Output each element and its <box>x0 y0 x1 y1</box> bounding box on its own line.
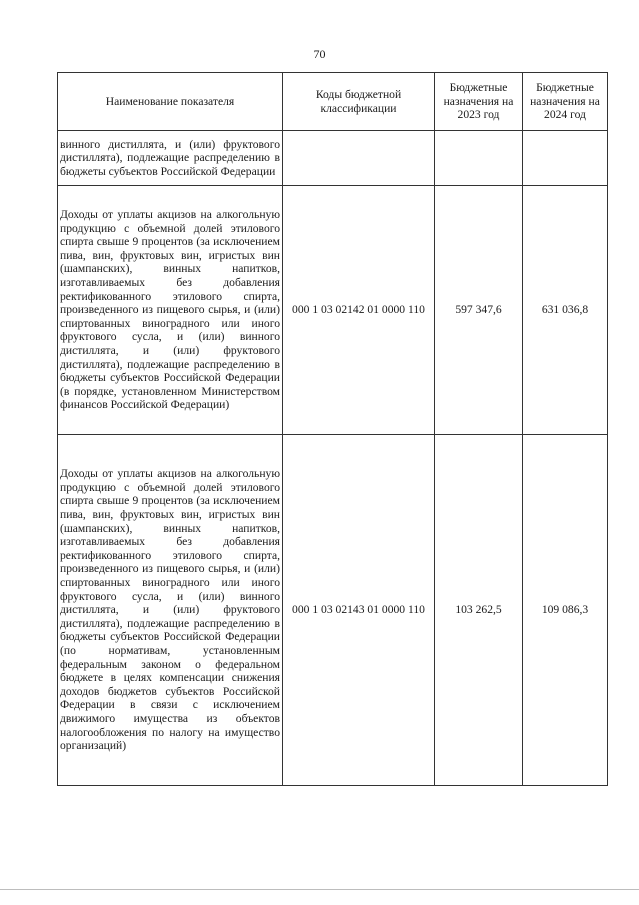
table-header-row <box>58 73 608 131</box>
indicator-name-cell: Доходы от уплаты акцизов на алкогольную продукцию с объемной долей этилового спирта свыше 9 процентов (за исключением пива, вин, фруктовых вин, игристых вин (шампанских), винных напитков, изготавливаемых без добавления ректификованного этилового спирта, произведенного из пищевого сырья, и (или) спиртованных виноградного или иного фруктового сусла, и (или) винного дистиллята, и (или) фруктового дистиллята), подлежащие распределению в бюджеты субъектов Российской Федерации (в порядке, установленном Министерством финансов Российской Федерации) <box>58 186 283 435</box>
table-row <box>58 186 608 435</box>
amount-2023-cell: 597 347,6 <box>435 186 523 435</box>
page-number: 70 <box>313 47 326 61</box>
budget-code-cell: 000 1 03 02142 01 0000 110 <box>283 186 435 435</box>
page-bottom-edge-line <box>0 889 639 890</box>
header-budget-2023: Бюджетные назначения на 2023 год <box>435 73 523 131</box>
indicator-name-cell: винного дистиллята, и (или) фруктового дистиллята), подлежащие распределению в бюджеты субъектов Российской Федерации <box>58 131 283 186</box>
amount-2024-cell: 109 086,3 <box>523 435 608 786</box>
table-row <box>58 131 608 186</box>
amount-2024-cell: 631 036,8 <box>523 186 608 435</box>
amount-2024-cell <box>523 131 608 186</box>
budget-code-cell: 000 1 03 02143 01 0000 110 <box>283 435 435 786</box>
table-row <box>58 435 608 786</box>
budget-code-cell <box>283 131 435 186</box>
budget-table <box>57 72 608 786</box>
header-budget-2024: Бюджетные назначения на 2024 год <box>523 73 608 131</box>
header-budget-code: Коды бюджетной классификации <box>283 73 435 131</box>
amount-2023-cell <box>435 131 523 186</box>
indicator-name-cell: Доходы от уплаты акцизов на алкогольную продукцию с объемной долей этилового спирта свыше 9 процентов (за исключением пива, вин, фруктовых вин, игристых вин (шампанских), винных напитков, изготавливаемых без добавления ректификованного этилового спирта, произведенного из пищевого сырья, и (или) спиртованных виноградного или иного фруктового сусла, и (или) винного дистиллята, и (или) фруктового дистиллята), подлежащие распределению в бюджеты субъектов Российской Федерации (по нормативам, установленным федеральным законом о федеральном бюджете в целях компенсации снижения доходов бюджетов субъектов Российской Федерации в связи с исключением движимого имущества из объектов налогообложения по налогу на имущество организаций) <box>58 435 283 786</box>
amount-2023-cell: 103 262,5 <box>435 435 523 786</box>
header-indicator-name: Наименование показателя <box>58 73 283 131</box>
